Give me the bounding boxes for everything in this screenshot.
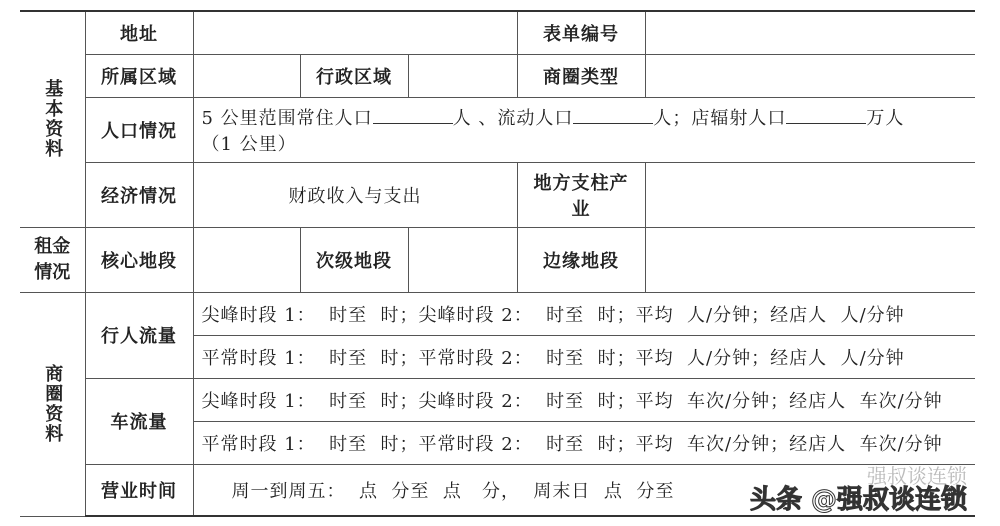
store-survey-table bbox=[20, 10, 975, 517]
trade-type-label: 商圈类型 bbox=[517, 54, 645, 97]
population-text-e: （1 公里） bbox=[201, 133, 297, 155]
economy-text: 财政收入与支出 bbox=[193, 162, 517, 227]
population-text-a: 5 公里范围常住人口 bbox=[201, 107, 373, 129]
secondary-field[interactable] bbox=[408, 227, 517, 292]
pillar-field[interactable] bbox=[645, 162, 975, 227]
section-basic: 基本资料 bbox=[20, 11, 85, 227]
form-no-label: 表单编号 bbox=[517, 11, 645, 54]
hours-label: 营业时间 bbox=[85, 464, 193, 516]
address-label: 地址 bbox=[85, 11, 193, 54]
hours-wrap bbox=[202, 463, 968, 515]
core-field[interactable] bbox=[193, 227, 300, 292]
economy-label: 经济情况 bbox=[85, 162, 193, 227]
edge-label: 边缘地段 bbox=[517, 227, 645, 292]
population-text-c: 人；店辐射人口 bbox=[653, 107, 787, 129]
vehicle-label: 车流量 bbox=[85, 378, 193, 464]
pedestrian-peak-row[interactable]: 尖峰时段 1： 时至 时；尖峰时段 2： 时至 时；平均 人/分钟；经店人 人/分钟 bbox=[193, 292, 975, 335]
pillar-label: 地方支柱产业 bbox=[517, 162, 645, 227]
section-rent bbox=[20, 227, 85, 292]
trade-type-field[interactable] bbox=[645, 54, 975, 97]
secondary-label: 次级地段 bbox=[300, 227, 408, 292]
population-text-b: 人 、流动人口 bbox=[452, 107, 574, 129]
core-label: 核心地段 bbox=[85, 227, 193, 292]
pedestrian-label: 行人流量 bbox=[85, 292, 193, 378]
population-field[interactable] bbox=[193, 97, 975, 162]
blank-line[interactable] bbox=[373, 107, 453, 124]
form-no-field[interactable] bbox=[645, 11, 975, 54]
edge-field[interactable] bbox=[645, 227, 975, 292]
pedestrian-normal-row[interactable]: 平常时段 1： 时至 时；平常时段 2： 时至 时；平均 人/分钟；经店人 人/分钟 bbox=[193, 335, 975, 378]
blank-line[interactable] bbox=[786, 107, 866, 124]
district-field[interactable] bbox=[193, 54, 300, 97]
blank-line[interactable] bbox=[573, 107, 653, 124]
section-trade: 商圈资料 bbox=[20, 292, 85, 516]
watermark: 头条 @强叔谈连锁 bbox=[749, 484, 967, 515]
watermark-stack bbox=[749, 463, 967, 515]
vehicle-peak-row[interactable]: 尖峰时段 1： 时至 时；尖峰时段 2： 时至 时；平均 车次/分钟；经店人 车次/分钟 bbox=[193, 378, 975, 421]
watermark-sub: 强叔谈连锁 bbox=[867, 463, 967, 488]
hours-row[interactable]: 周一到周五： 点 分至 点 分， 周末日 点 分至 bbox=[231, 480, 675, 502]
admin-area-field[interactable] bbox=[408, 54, 517, 97]
admin-area-label: 行政区域 bbox=[300, 54, 408, 97]
vehicle-normal-row[interactable]: 平常时段 1： 时至 时；平常时段 2： 时至 时；平均 车次/分钟；经店人 车次/分钟 bbox=[193, 421, 975, 464]
population-text-d: 万人 bbox=[866, 107, 905, 129]
population-label: 人口情况 bbox=[85, 97, 193, 162]
address-field[interactable] bbox=[193, 11, 517, 54]
district-label: 所属区域 bbox=[85, 54, 193, 97]
hours-cell[interactable] bbox=[193, 464, 975, 516]
section-rent-label: 租金情况 bbox=[34, 235, 71, 283]
